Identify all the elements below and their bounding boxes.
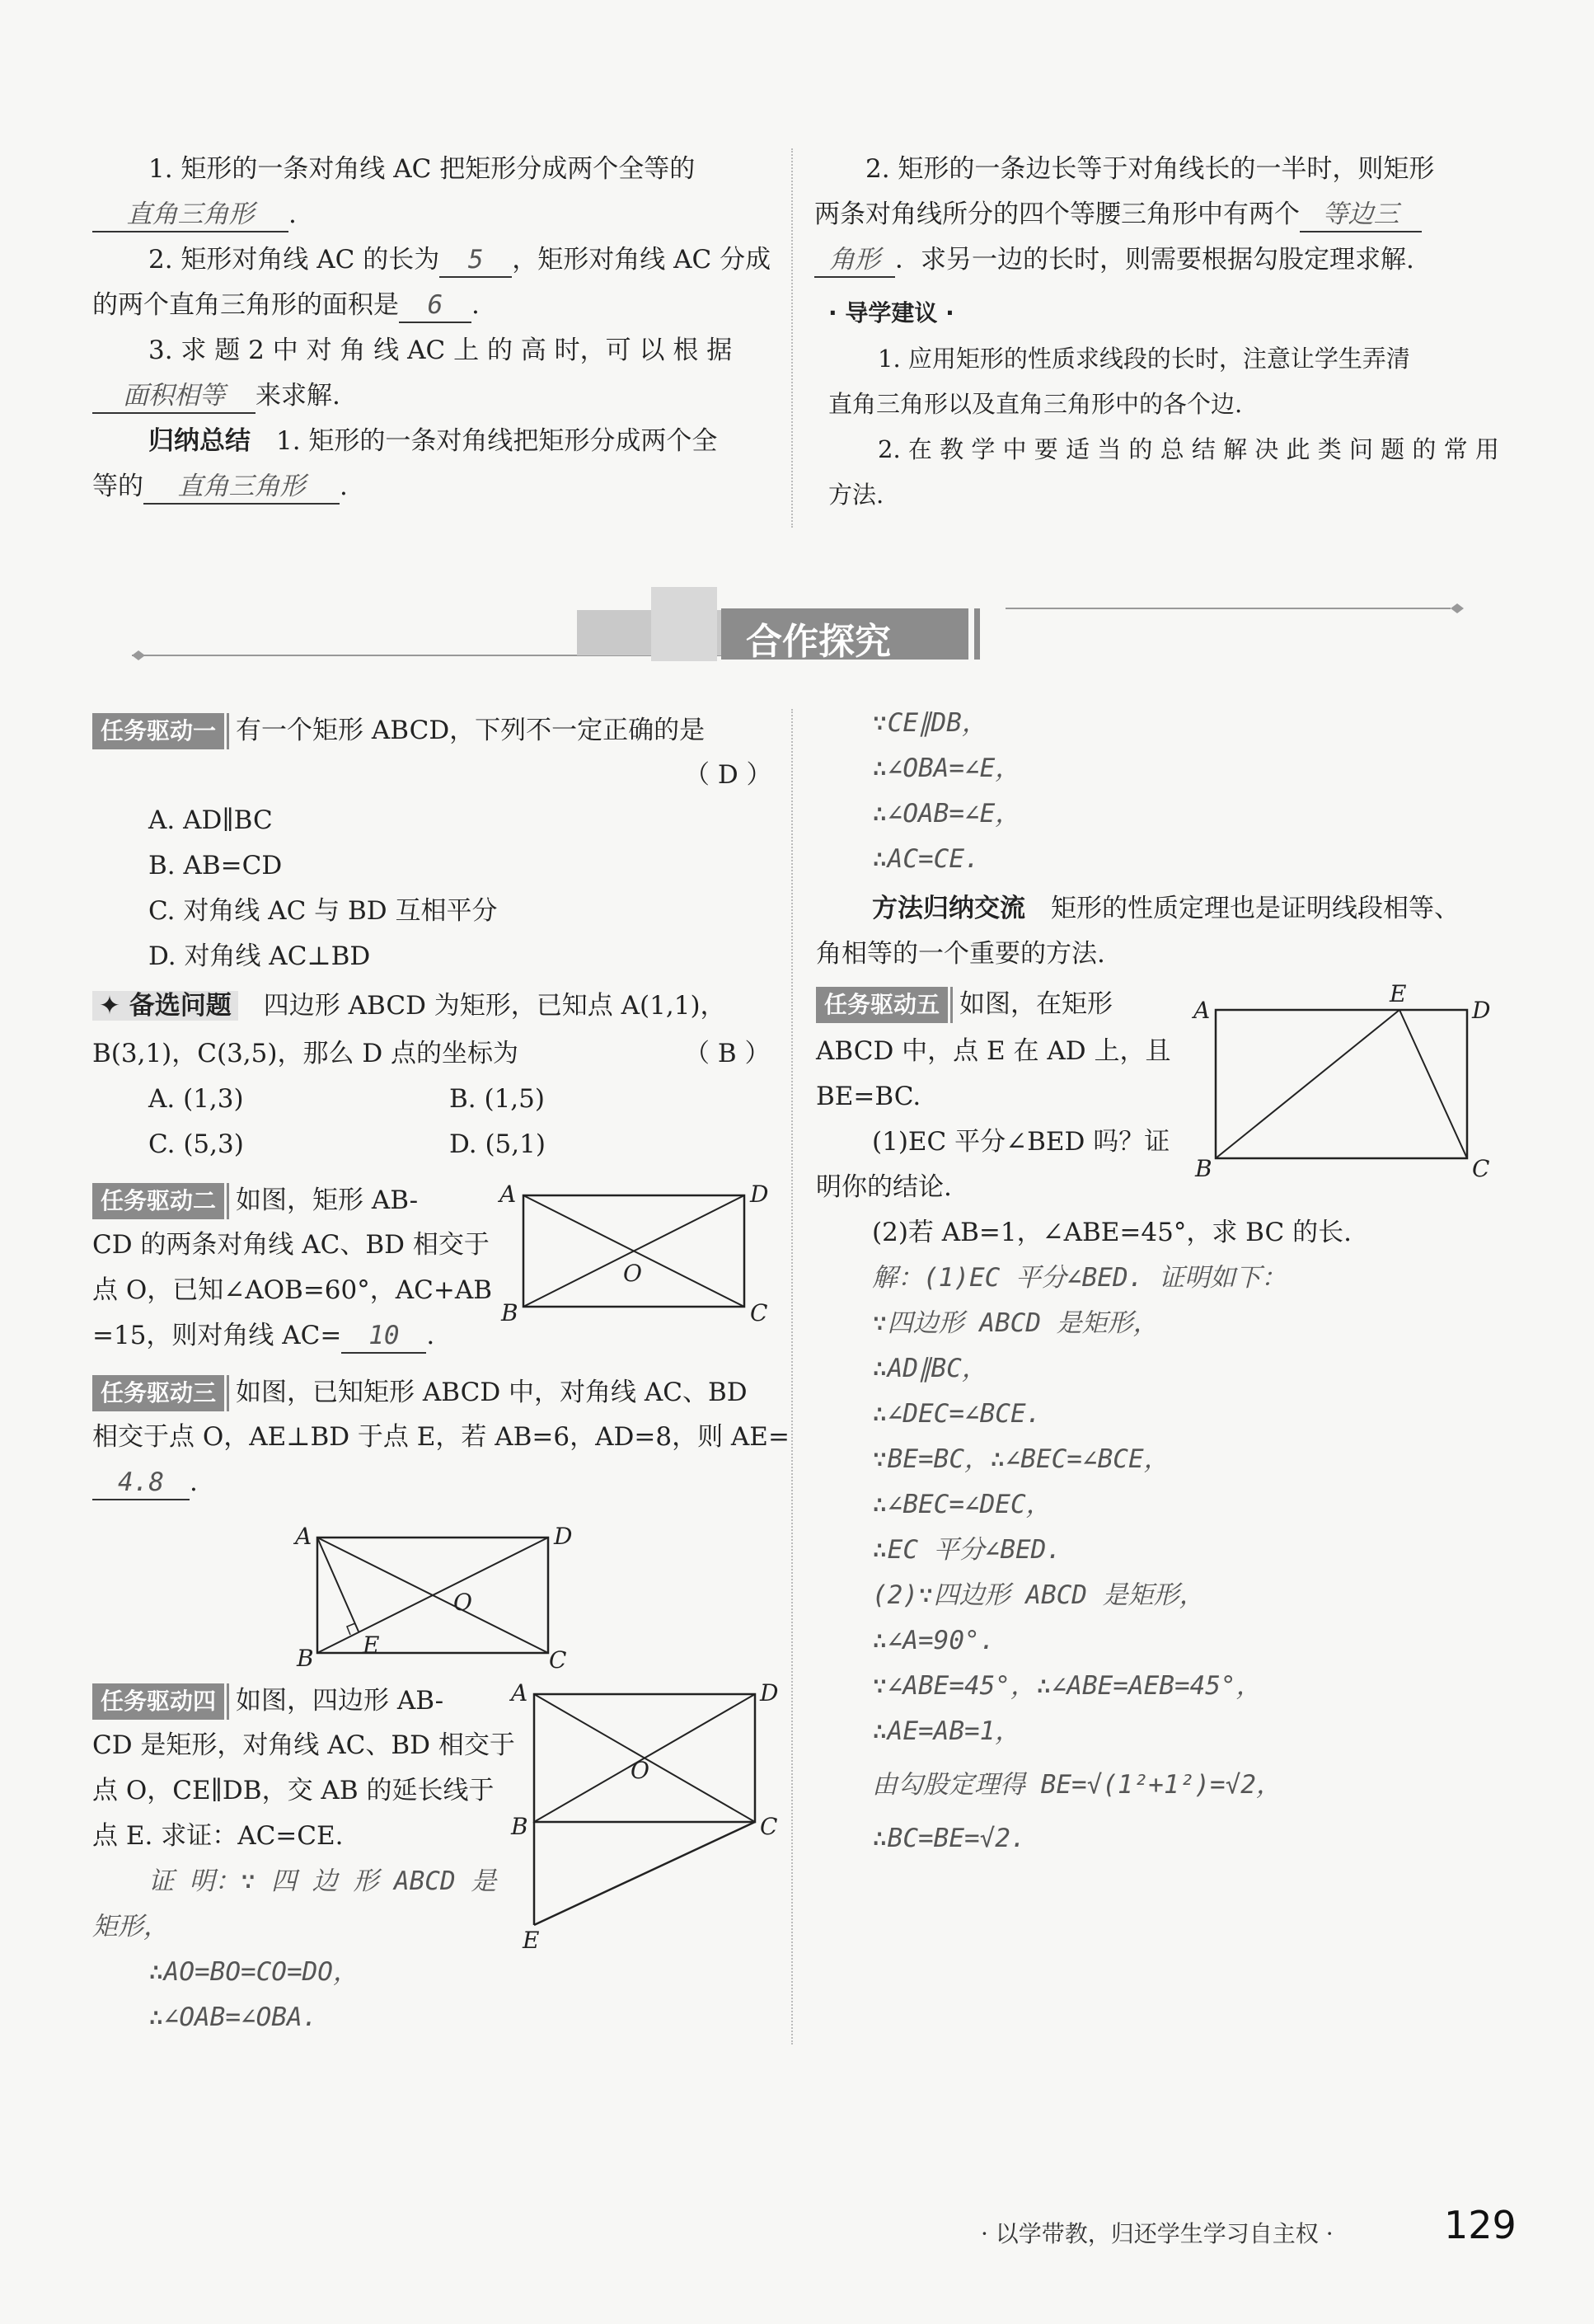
guide-line-1: 1. 应用矩形的性质求线段的长时，注意让学生弄清: [878, 345, 1410, 373]
task5-sol-12: 由勾股定理得 BE=√(1²+1²)=√2，: [872, 1770, 1282, 1800]
task3-line-2: 相交于点 O，AE⊥BD 于点 E，若 AB=6，AD=8，则 AE=: [92, 1422, 790, 1452]
task3-line-1: 任务驱动三 如图，已知矩形 ABCD 中，对角线 AC、BD: [92, 1375, 748, 1411]
task5-sol-10: ∵∠ABE=45°，∴∠ABE=AEB=45°，: [872, 1671, 1262, 1701]
label-o: O: [631, 1757, 649, 1784]
task4-line-2: CD 是矩形，对角线 AC、BD 相交于: [92, 1730, 515, 1760]
task5-sol-5: ∵BE=BC，∴∠BEC=∠BCE，: [872, 1444, 1170, 1474]
label-b: B: [297, 1645, 314, 1672]
alt-question-line-1: ✦ 备选问题 四边形 ABCD 为矩形，已知点 A(1,1)，: [92, 989, 726, 1022]
task3-tag: 任务驱动三: [92, 1375, 224, 1411]
guide-line-2: 直角三角形以及直角三角形中的各个边.: [828, 390, 1243, 418]
task5-figure: [1187, 977, 1500, 1183]
answer-blank: 等边三: [1300, 198, 1422, 232]
answer-blank: 5: [439, 243, 512, 278]
summary-label: 归纳总结: [148, 426, 251, 456]
column-divider: [791, 148, 793, 528]
task5-sol-6: ∴∠BEC=∠DEC，: [872, 1490, 1052, 1519]
label-a: A: [511, 1679, 528, 1707]
section-title: 合作探究: [746, 621, 891, 663]
method-line-2: 角相等的一个重要的方法.: [816, 939, 1105, 969]
alt-question-line-2: B(3,1)，C(3,5)，那么 D 点的坐标为: [92, 1039, 519, 1068]
task5-sol-9: ∴∠A=90°.: [872, 1626, 996, 1655]
task5-sol-13: ∴BC=BE=√2.: [872, 1824, 1026, 1853]
alt-option-c: C. (5,3): [148, 1129, 244, 1159]
task3-line-3: 4.8 .: [92, 1466, 198, 1500]
column-divider: [791, 709, 793, 2045]
task1-option-a: A. AD∥BC: [148, 805, 273, 835]
label-e: E: [523, 1927, 540, 1954]
task4-line-4: 点 E. 求证：AC=CE.: [92, 1821, 344, 1851]
alt-tag: ✦ 备选问题: [92, 991, 238, 1021]
label-o: O: [623, 1260, 642, 1287]
task1-option-c: C. 对角线 AC 与 BD 互相平分: [148, 896, 498, 926]
task1-answer: （ D ）: [684, 760, 772, 790]
task4-proof-3: ∴AO=BO=CO=DO，: [148, 1957, 359, 1987]
guide-line-4: 方法.: [828, 481, 884, 509]
task5-line-3: BE=BC.: [816, 1082, 921, 1111]
label-b: B: [501, 1299, 518, 1326]
task5-sol-2: ∵四边形 ABCD 是矩形，: [872, 1308, 1159, 1338]
task2-line-4: =15，则对角线 AC= 10 .: [92, 1319, 434, 1354]
alt-answer: （ B ）: [684, 1039, 771, 1068]
task4-proof-7: ∴∠OAB=∠E，: [872, 799, 1021, 829]
method-line-1: 方法归纳交流 矩形的性质定理也是证明线段相等、: [872, 894, 1460, 923]
label-c: C: [760, 1813, 778, 1840]
task5-q1a: (1)EC 平分∠BED 吗？证: [872, 1127, 1170, 1157]
task1-option-b: B. AB=CD: [148, 851, 283, 880]
task4-figure: [503, 1678, 783, 1958]
top-left-line-1: 1. 矩形的一条对角线 AC 把矩形分成两个全等的: [148, 154, 696, 184]
answer-blank: 4.8: [92, 1466, 190, 1500]
answer-blank: 6: [399, 289, 471, 323]
task5-sol-8: (2)∵四边形 ABCD 是矩形，: [872, 1580, 1205, 1610]
label-a: A: [295, 1523, 312, 1550]
label-d: D: [554, 1523, 573, 1550]
answer-blank: 角形: [814, 243, 895, 278]
label-c: C: [1472, 1155, 1490, 1182]
top-right-line-1: 2. 矩形的一条边长等于对角线长的一半时，则矩形: [865, 154, 1435, 184]
top-left-line-6: 面积相等 来求解.: [92, 379, 340, 414]
task2-figure: [495, 1179, 775, 1327]
top-left-line-3: 2. 矩形对角线 AC 的长为 5 ，矩形对角线 AC 分成: [148, 243, 771, 278]
answer-blank: 10: [341, 1319, 426, 1354]
task5-sol-1: 解：(1)EC 平分∠BED. 证明如下：: [872, 1263, 1287, 1293]
top-left-line-2: 直角三角形 .: [92, 198, 297, 232]
task2-line-1: 任务驱动二 如图，矩形 AB-: [92, 1183, 418, 1219]
task4-proof-8: ∴AC=CE.: [872, 844, 980, 874]
guide-line-3: 2. 在 教 学 中 要 适 当 的 总 结 解 决 此 类 问 题 的 常 用: [878, 435, 1499, 463]
alt-option-d: D. (5,1): [449, 1129, 546, 1159]
task5-sol-4: ∴∠DEC=∠BCE.: [872, 1399, 1042, 1429]
task2-line-2: CD 的两条对角线 AC、BD 相交于: [92, 1230, 490, 1260]
task4-proof-6: ∴∠OBA=∠E，: [872, 754, 1021, 783]
top-left-line-8: 等的 直角三角形 .: [92, 470, 348, 505]
label-o: O: [453, 1589, 472, 1616]
label-b: B: [1195, 1155, 1212, 1182]
task5-sol-11: ∴AE=AB=1，: [872, 1716, 1021, 1746]
task2-line-3: 点 O，已知∠AOB=60°，AC+AB: [92, 1275, 492, 1305]
top-left-line-4: 的两个直角三角形的面积是 6 .: [92, 289, 480, 323]
footer-motto: · 以学带教，归还学生学习自主权 ·: [981, 2220, 1334, 2247]
label-d: D: [1472, 997, 1491, 1024]
answer-blank: 面积相等: [92, 379, 256, 414]
task3-figure: [288, 1521, 585, 1674]
task5-sol-3: ∴AD∥BC，: [872, 1354, 987, 1383]
task4-proof-5: ∵CE∥DB，: [872, 708, 987, 738]
summary-line: 归纳总结 1. 矩形的一条对角线把矩形分成两个全: [148, 426, 718, 456]
label-c: C: [750, 1299, 768, 1326]
task5-line-1: 任务驱动五 如图，在矩形: [816, 987, 1113, 1023]
task2-tag: 任务驱动二: [92, 1183, 224, 1219]
label-c: C: [549, 1646, 567, 1674]
task5-q2: (2)若 AB=1，∠ABE=45°，求 BC 的长.: [872, 1218, 1352, 1247]
page-number: 129: [1444, 2203, 1517, 2247]
task5-sol-7: ∴EC 平分∠BED.: [872, 1535, 1062, 1565]
label-b: B: [511, 1813, 528, 1840]
label-e: E: [1390, 980, 1407, 1007]
task1-tag: 任务驱动一: [92, 713, 224, 749]
answer-blank: 直角三角形: [92, 198, 288, 232]
task5-line-2: ABCD 中，点 E 在 AD 上，且: [816, 1036, 1171, 1066]
method-label: 方法归纳交流: [872, 894, 1025, 923]
answer-blank: 直角三角形: [143, 470, 340, 505]
label-a: A: [1193, 997, 1211, 1024]
top-left-line-5: 3. 求 题 2 中 对 角 线 AC 上 的 高 时，可 以 根 据: [148, 336, 733, 365]
alt-option-b: B. (1,5): [449, 1084, 545, 1114]
task4-line-3: 点 O，CE∥DB，交 AB 的延长线于: [92, 1776, 495, 1805]
task4-tag: 任务驱动四: [92, 1683, 224, 1720]
task4-line-1: 任务驱动四 如图，四边形 AB-: [92, 1683, 443, 1720]
label-d: D: [760, 1679, 779, 1707]
task5-q1b: 明你的结论.: [816, 1172, 952, 1202]
guide-title: · 导学建议 ·: [828, 299, 954, 326]
task1-question: 任务驱动一 有一个矩形 ABCD，下列不一定正确的是: [92, 713, 705, 749]
task4-proof-4: ∴∠OAB=∠OBA.: [148, 2002, 318, 2032]
task1-option-d: D. 对角线 AC⊥BD: [148, 941, 371, 971]
label-d: D: [750, 1181, 769, 1208]
task4-proof-2: 矩形，: [92, 1912, 169, 1941]
top-right-line-2: 两条对角线所分的四个等腰三角形中有两个 等边三: [814, 198, 1422, 232]
label-a: A: [499, 1181, 517, 1208]
label-e: E: [363, 1631, 380, 1659]
task4-proof-1: 证 明：∵ 四 边 形 ABCD 是: [148, 1866, 497, 1896]
task5-tag: 任务驱动五: [816, 987, 948, 1023]
alt-option-a: A. (1,3): [148, 1084, 244, 1114]
top-right-line-3: 角形 ．求另一边的长时，则需要根据勾股定理求解.: [814, 243, 1414, 278]
